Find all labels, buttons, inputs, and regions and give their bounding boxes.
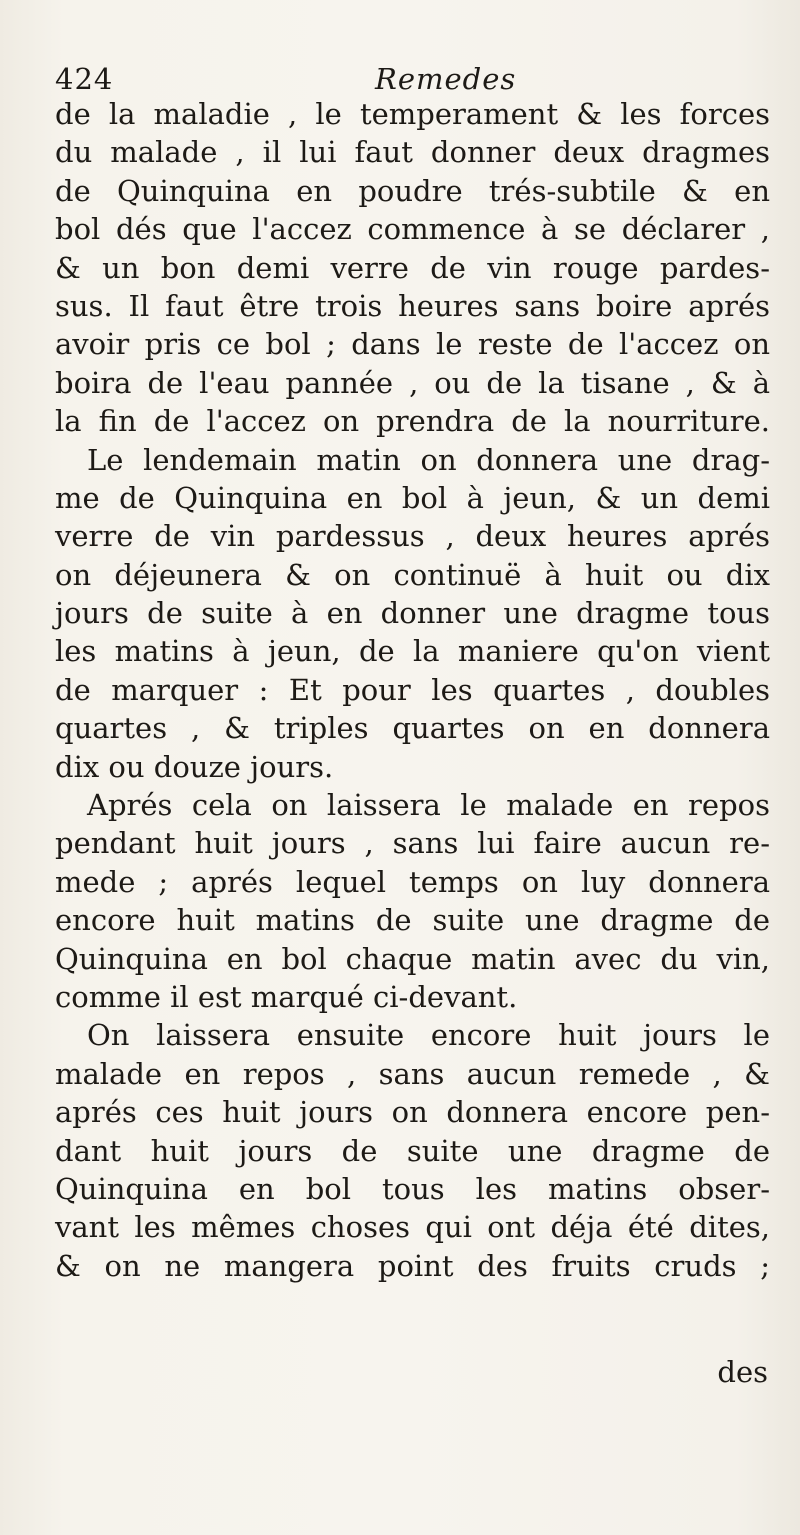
text-line: de marquer : Et pour les quartes , doubles [55, 672, 770, 707]
text-line: pendant huit jours , sans lui faire aucun re- [55, 826, 770, 861]
text-line: de Quinquina en poudre trés-subtile & en [55, 173, 770, 208]
body-text [55, 95, 770, 1285]
text-line: dant huit jours de suite une dragme de [55, 1133, 770, 1168]
text-line: verre de vin pardessus , deux heures aprés [55, 519, 770, 554]
text-line: les matins à jeun, de la maniere qu'on vient [55, 634, 770, 669]
text-line: avoir pris ce bol ; dans le reste de l'accez on [55, 327, 770, 362]
text-line: jours de suite à en donner une dragme tous [55, 596, 770, 631]
text-line: la fin de l'accez on prendra de la nourriture. [55, 404, 770, 439]
text-line: vant les mêmes choses qui ont déja été dites, [55, 1210, 770, 1245]
text-line: encore huit matins de suite une dragme de [55, 903, 770, 938]
text-line: Aprés cela on laissera le malade en repos [87, 788, 770, 823]
text-line: malade en repos , sans aucun remede , & [55, 1056, 770, 1091]
text-line: mede ; aprés lequel temps on luy donnera [55, 864, 770, 899]
text-line: de la maladie , le temperament & les forces [55, 97, 770, 131]
text-line: On laissera ensuite encore huit jours le [87, 1018, 770, 1053]
text-line: Quinquina en bol chaque matin avec du vin, [55, 941, 770, 976]
text-line: sus. Il faut être trois heures sans boire aprés [55, 288, 770, 323]
running-head: Remedes [375, 62, 517, 96]
text-line: bol dés que l'accez commence à se déclarer , [55, 212, 770, 247]
text-line: me de Quinquina en bol à jeun, & un demi [55, 480, 770, 515]
page-number: 424 [55, 62, 114, 96]
text-line: & un bon demi verre de vin rouge pardes- [55, 250, 770, 285]
text-line: Le lendemain matin on donnera une drag- [87, 442, 770, 477]
text-line: Quinquina en bol tous les matins obser- [55, 1171, 770, 1206]
catchword: des [717, 1355, 768, 1389]
text-line: aprés ces huit jours on donnera encore pen- [55, 1095, 770, 1130]
text-line: comme il est marqué ci-devant. [55, 979, 518, 1014]
text-line: boira de l'eau pannée , ou de la tisane , & à [55, 365, 770, 400]
text-line: on déjeunera & on continuë à huit ou dix [55, 557, 770, 592]
text-line: du malade , il lui faut donner deux dragmes [55, 135, 770, 170]
text-line: & on ne mangera point des fruits cruds ; [55, 1248, 770, 1283]
text-line: dix ou douze jours. [55, 749, 334, 784]
text-line: quartes , & triples quartes on en donnera [55, 711, 770, 746]
